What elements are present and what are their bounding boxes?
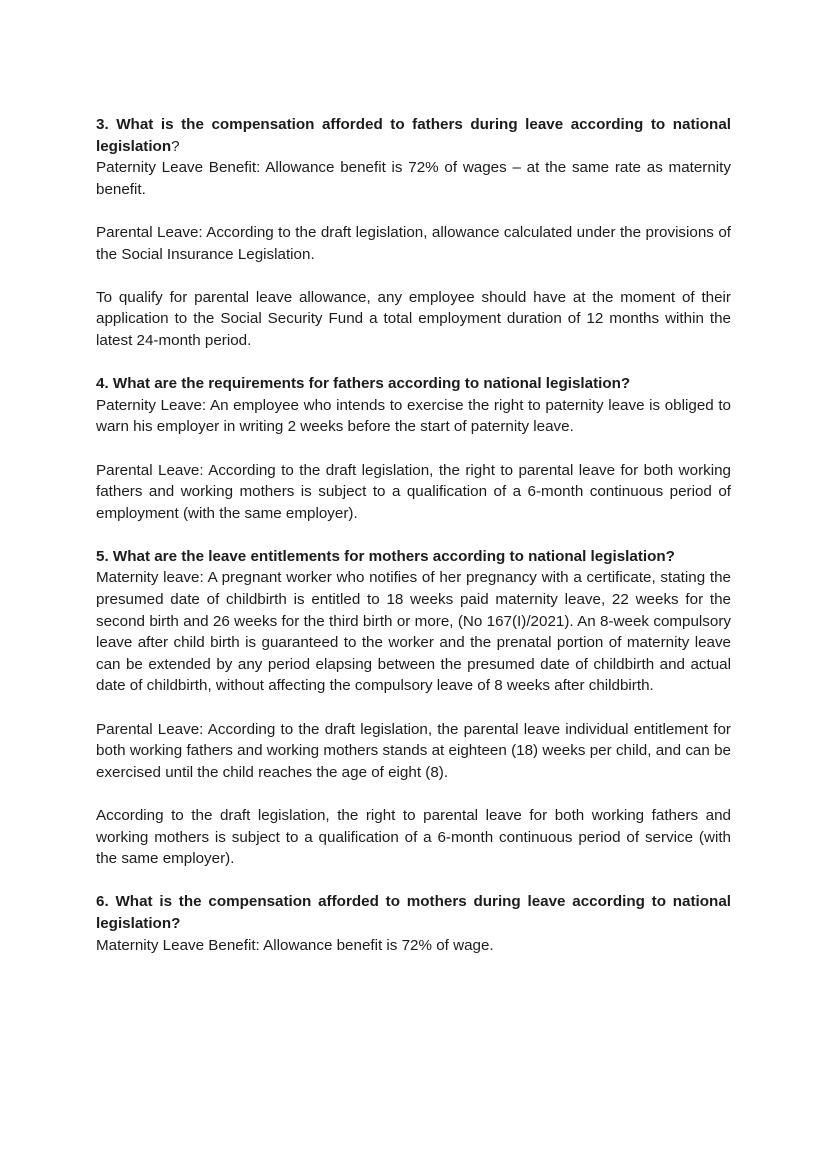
answer-paragraph: Parental Leave: According to the draft legislation, the parental leave individual entitlement for both working fathers and working mothers stands at eighteen (18) weeks per child, and can be exercised until the child reaches the age of eight (8). xyxy=(96,720,731,781)
section-6 xyxy=(96,891,731,956)
answer-paragraph: Parental Leave: According to the draft legislation, the right to parental leave for both working fathers and working mothers is subject to a qualification of a 6-month continuous period of employment (with the same employer). xyxy=(96,461,731,522)
answer-paragraph: According to the draft legislation, the right to parental leave for both working fathers and working mothers is subject to a qualification of a 6-month continuous period of service (with the same employer). xyxy=(96,807,731,868)
question-text: 3. What is the compensation afforded to fathers during leave according to national legislation xyxy=(96,116,731,155)
question-heading: 4. What are the requirements for fathers according to national legislation? xyxy=(96,375,631,393)
answer-paragraph: Maternity Leave Benefit: Allowance benefit is 72% of wage. xyxy=(96,936,494,954)
answer-paragraph: To qualify for parental leave allowance, any employee should have at the moment of their application to the Social Security Fund a total employment duration of 12 months within the latest 24-month period. xyxy=(96,288,731,349)
question-heading xyxy=(96,114,731,157)
answer-paragraph: Paternity Leave Benefit: Allowance benefit is 72% of wages – at the same rate as maternity benefit. xyxy=(96,159,731,198)
document-page xyxy=(96,114,731,956)
answer-paragraph: Paternity Leave: An employee who intends to exercise the right to paternity leave is obliged to warn his employer in writing 2 weeks before the start of paternity leave. xyxy=(96,396,731,436)
question-suffix: ? xyxy=(171,137,180,155)
answer-paragraph: Maternity leave: A pregnant worker who notifies of her pregnancy with a certificate, stating the presumed date of childbirth is entitled to 18 weeks paid maternity leave, 22 weeks for the second birth and 26 weeks for the third birth or more, (No 167(I)/2021). An 8-week compulsory leave after child birth is guaranteed to the worker and the prenatal portion of maternity leave can be extended by any period elapsing between the presumed date of childbirth and actual date of childbirth, without affecting the compulsory leave of 8 weeks after childbirth. xyxy=(96,569,731,695)
question-heading: 5. What are the leave entitlements for mothers according to national legislation? xyxy=(96,547,675,565)
section-4 xyxy=(96,373,731,524)
answer-paragraph: Parental Leave: According to the draft legislation, allowance calculated under the provisions of the Social Insurance Legislation. xyxy=(96,223,731,263)
section-5 xyxy=(96,546,731,870)
question-heading: 6. What is the compensation afforded to mothers during leave according to national legislation? xyxy=(96,893,731,932)
section-3 xyxy=(96,114,731,352)
